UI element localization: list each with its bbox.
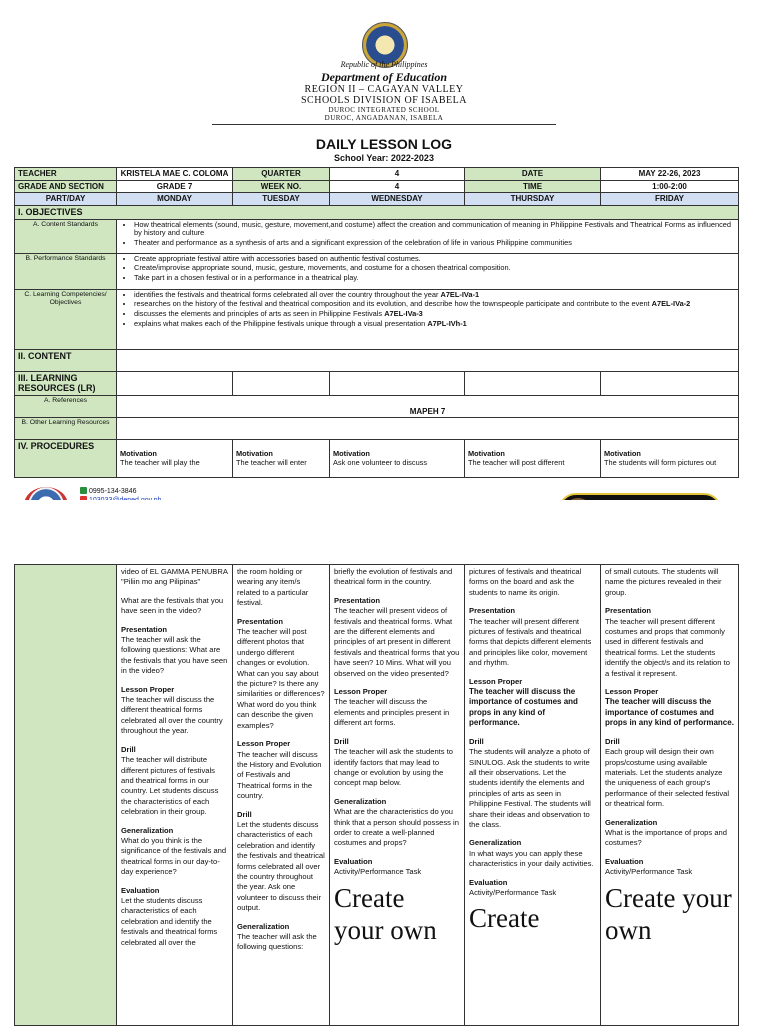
- doc-title: DAILY LESSON LOG: [315, 136, 453, 152]
- create-your-own-text: Create your own: [334, 882, 437, 945]
- tuesday-procedures: the room holding or wearing any item/s related to a particular festival. Presentation The teacher will post different photos that undergo different changes or evolution. What can you say about the picture? Is there any similarities or differences? What word do you think can describe the given examples? Lesson Proper The teacher will discuss the History and Evolution of Festivals and Theatrical forms in the country. Drill Let the students discuss characteristics of each celebration and identify the festivals and theatrical forms celebrated all over the country throughout the year. Ask one volunteer to discuss their output. Generalization The teacher will ask the following questions:: [233, 565, 330, 1026]
- teacher-value: KRISTELA MAE C. COLOMA: [117, 168, 233, 181]
- date-label: DATE: [465, 168, 601, 181]
- content-cell: [117, 349, 739, 371]
- procedures-continued-row: [15, 565, 739, 1026]
- procedure-tue: Motivation The teacher will enter: [233, 440, 330, 478]
- procedure-wed: Motivation Ask one volunteer to discuss: [330, 440, 465, 478]
- week-value: 4: [330, 180, 465, 193]
- performance-standard-item: • Create/improvise appropriate sound, music, gesture, movements, and costume for a chosen theatrical composition.: [134, 264, 735, 273]
- info-row-1: [15, 168, 739, 181]
- procedures-label-cell: [15, 565, 117, 1026]
- references-value: MAPEH 7: [117, 396, 739, 418]
- monday-procedures: video of EL GAMMA PENUBRA "Piliin mo ang Pilipinas" What are the festivals that you have seen in the video? Presentation The teacher will ask the following questions: What are the festivals that you have seen in the video? Lesson Proper The teacher will discuss the different theatrical forms celebrated all over the country throughout the year. Drill The teacher will distribute different pictures of festivals and theatrical forms in our country. Let students discuss the characteristics of each celebration in their group. Generalization What do you think is the significance of the festivals and theatrical forms in our day-to-day experience? Evaluation Let the students discuss characteristics of each celebration and identify the festivals and theatrical forms celebrated all over the: [117, 565, 233, 1026]
- region-text: REGION II – CAGAYAN VALLEY: [304, 84, 464, 95]
- time-value: 1:00-2:00: [601, 180, 739, 193]
- quarter-label: QUARTER: [233, 168, 330, 181]
- procedure-fri: Motivation The students will form pictures out: [601, 440, 739, 478]
- grade-value: GRADE 7: [117, 180, 233, 193]
- other-resources-label: B. Other Learning Resources: [15, 418, 117, 440]
- day-tuesday: TUESDAY: [233, 193, 330, 206]
- references-label: A. References: [15, 396, 117, 418]
- resources-fri: [601, 371, 739, 396]
- resources-wed: [330, 371, 465, 396]
- day-thursday: THURSDAY: [465, 193, 601, 206]
- create-text: Create: [469, 903, 540, 934]
- resources-tue: [233, 371, 330, 396]
- friday-procedures: of small cutouts. The students will name the pictures revealed in their group. Presentation The teacher will present different costumes and props that commonly used in different festivals and theatrical forms. Let the students identify the object/s and its relation to a festival it represent. Lesson Proper The teacher will discuss the importance of costumes and props in any kind of performance. Drill Each group will design their own props/costume using available materials. Let the students analyze the uniqueness of each group's performance of their selected festival or theatrical form. Generalization What is the importance of props and costumes? Evaluation Activity/Performance Task Create your own: [601, 565, 739, 1026]
- resources-row: [15, 371, 739, 396]
- content-standard-item: • How theatrical elements (sound, music, gesture, movement,and costume) affect the creation and communication of meaning in Philippine Festivals and Theatrical Forms as influenced by history and culture: [134, 221, 735, 239]
- grade-label: GRADE AND SECTION: [15, 180, 117, 193]
- content-heading: II. CONTENT: [15, 349, 117, 371]
- resources-mon: [117, 371, 233, 396]
- lesson-log-table: [14, 167, 739, 478]
- content-standards-row: [15, 219, 739, 253]
- procedure-mon: Motivation The teacher will play the: [117, 440, 233, 478]
- department-text: Department of Education: [320, 70, 447, 84]
- page-1: [0, 0, 768, 500]
- procedures-row: [15, 440, 739, 478]
- resources-thu: [465, 371, 601, 396]
- content-row: [15, 349, 739, 371]
- competency-item: • explains what makes each of the Philippine festivals unique through a visual presentation A7PL-IVh-1: [134, 320, 735, 329]
- content-standards-cell: [117, 219, 739, 253]
- phone-icon: [80, 487, 87, 494]
- info-row-2: [15, 180, 739, 193]
- footer-phone: 0995-134-3846: [80, 487, 170, 496]
- header-divider: [212, 124, 556, 125]
- procedures-continued-table: [14, 564, 739, 1026]
- references-row: [15, 396, 739, 418]
- procedures-heading: IV. PROCEDURES: [15, 440, 117, 478]
- part-day-label: PART/DAY: [15, 193, 117, 206]
- date-value: MAY 22-26, 2023: [601, 168, 739, 181]
- performance-standards-cell: [117, 253, 739, 289]
- address-text: DUROC, ANGADANAN, ISABELA: [324, 114, 444, 122]
- day-monday: MONDAY: [117, 193, 233, 206]
- republic-text: Republic of the Philippines: [340, 60, 428, 69]
- content-standard-item: • Theater and performance as a synthesis of arts and a significant expression of the celebration of life in various Philippine communities: [134, 239, 735, 248]
- division-text: SCHOOLS DIVISION OF ISABELA: [300, 95, 467, 106]
- performance-standards-row: [15, 253, 739, 289]
- school-year: School Year: 2022-2023: [334, 153, 434, 163]
- procedure-thu: Motivation The teacher will post different: [465, 440, 601, 478]
- content-standards-label: A. Content Standards: [15, 219, 117, 253]
- wednesday-procedures: briefly the evolution of festivals and theatrical form in the country. Presentation The teacher will present videos of festivals and theatrical forms. What are the different elements and principles of art present in different festivals and theatrical forms that you have seen? 10 Mins. What will you observed on the video presented? Lesson Proper The teacher will discuss the elements and principles present in different art forms. Drill The teacher will ask the students to identify factors that may lead to change or evolution by using the concept map below. Generalization What are the characteristics do you think that a person should possess in order to create a well-planned costumes and props? Evaluation Activity/Performance Task Create your own: [330, 565, 465, 1026]
- resources-heading: III. LEARNING RESOURCES (LR): [15, 371, 117, 396]
- day-friday: FRIDAY: [601, 193, 739, 206]
- competencies-cell: [117, 289, 739, 349]
- performance-standard-item: • Take part in a chosen festival or in a performance in a theatrical play.: [134, 274, 735, 283]
- other-resources-cell: [117, 418, 739, 440]
- competency-item: • researches on the history of the festival and theatrical composition and its evolution, and describe how the townspeople participate and contribute to the event A7EL-IVa-2: [134, 300, 735, 309]
- competency-item: • identifies the festivals and theatrical forms celebrated all over the country throughout the year A7EL-IVa-1: [134, 291, 735, 300]
- competencies-label: C. Learning Competencies/ Objectives: [15, 289, 117, 349]
- thursday-procedures: pictures of festivals and theatrical forms on the board and ask the students to name its origin. Presentation The teacher will present different pictures of festivals and theatrical forms that depicts different elements and principles like color, movement and rhythm. Lesson Proper The teacher will discuss the importance of costumes and props in any kind of performance. Drill The students will analyze a photo of SINULOG. Ask the students to write all their observations. Let the students identify the elements and principles of arts as seen in Philippine Festival. The students will share their ideas and observation to the class. Generalization In what ways you can apply these characteristics in your daily activities. Evaluation Activity/Performance Task Create: [465, 565, 601, 1026]
- teacher-label: TEACHER: [15, 168, 117, 181]
- objectives-heading-row: [15, 205, 739, 219]
- objectives-heading: I. OBJECTIVES: [15, 205, 739, 219]
- school-text: DUROC INTEGRATED SCHOOL: [328, 106, 440, 114]
- quarter-value: 4: [330, 168, 465, 181]
- performance-standard-item: • Create appropriate festival attire with accessories based on authentic festival costumes.: [134, 255, 735, 264]
- create-your-own-text: Create your own: [605, 882, 732, 945]
- competency-item: • discusses the elements and principles of arts as seen in Philippine Festivals A7EL-IVa-3: [134, 310, 735, 319]
- page-2: [0, 560, 768, 1024]
- week-label: WEEK NO.: [233, 180, 330, 193]
- day-wednesday: WEDNESDAY: [330, 193, 465, 206]
- time-label: TIME: [465, 180, 601, 193]
- competencies-row: [15, 289, 739, 349]
- performance-standards-label: B. Performance Standards: [15, 253, 117, 289]
- other-resources-row: [15, 418, 739, 440]
- days-row: [15, 193, 739, 206]
- page-gap: [0, 500, 768, 560]
